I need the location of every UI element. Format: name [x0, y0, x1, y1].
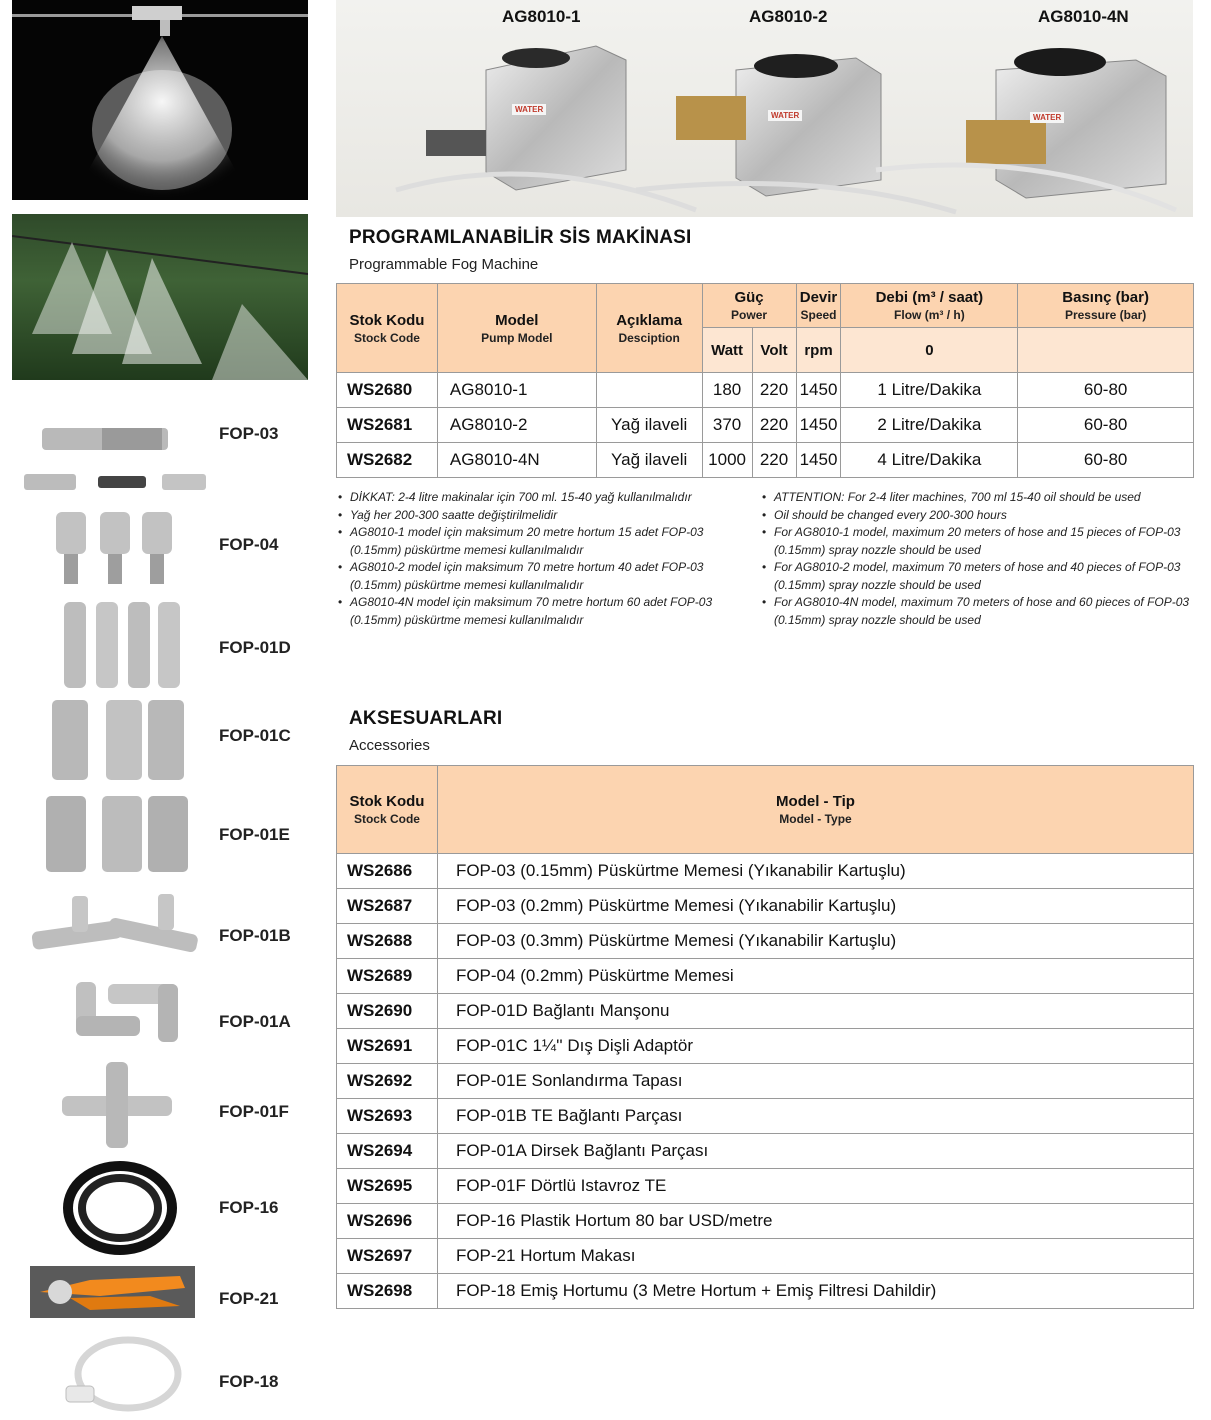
- stock-code-cell: WS2682: [337, 443, 438, 478]
- accessories-section-title: AKSESUARLARI: [349, 708, 503, 729]
- volt-cell: 220: [752, 408, 796, 443]
- rpm-cell: 1450: [796, 373, 841, 408]
- accessory-label: FOP-01B: [219, 926, 291, 945]
- fop-01f-photo: [12, 1060, 208, 1152]
- stock-code-cell: WS2695: [337, 1169, 438, 1204]
- pressure-cell: 60-80: [1018, 408, 1194, 443]
- col-stock-code: Stok Kodu Stock Code: [337, 284, 438, 373]
- accessory-label: FOP-21: [219, 1289, 279, 1308]
- accessory-label: FOP-04: [219, 535, 279, 554]
- model-type-cell: FOP-01E Sonlandırma Tapası: [437, 1064, 1193, 1099]
- col-model: Model Pump Model: [437, 284, 596, 373]
- table-row: [337, 1204, 1194, 1239]
- stock-code-cell: WS2686: [337, 854, 438, 889]
- model-type-cell: FOP-03 (0.3mm) Püskürtme Memesi (Yıkanabilir Kartuşlu): [437, 924, 1193, 959]
- fop-01e-photo: [12, 792, 208, 876]
- note-item: • ATTENTION: For 2-4 liter machines, 700 ml 15-40 oil should be used: [762, 489, 1192, 507]
- model-type-cell: FOP-01F Dörtlü Istavroz TE: [437, 1169, 1193, 1204]
- col-pressure: Basınç (bar) Pressure (bar): [1018, 284, 1194, 328]
- table-row: [337, 1239, 1194, 1274]
- col-speed: Devir Speed: [796, 284, 841, 328]
- note-item: • For AG8010-2 model, maximum 70 meters of hose and 40 pieces of FOP-03 (0.15mm) spray nozzle should be used: [762, 559, 1192, 594]
- col-flow: Debi (m³ / saat) Flow (m³ / h): [841, 284, 1018, 328]
- machines-illustration: [336, 0, 1193, 217]
- table-row: [337, 959, 1194, 994]
- stock-code-cell: WS2680: [337, 373, 438, 408]
- table-row: [337, 854, 1194, 889]
- stock-code-cell: WS2691: [337, 1029, 438, 1064]
- stock-code-cell: WS2687: [337, 889, 438, 924]
- fog-nozzle-photo: [12, 0, 308, 200]
- model-type-cell: FOP-01A Dirsek Bağlantı Parçası: [437, 1134, 1193, 1169]
- col-flow-unit: 0: [841, 328, 1018, 373]
- col-pressure-blank: [1018, 328, 1194, 373]
- notes-turkish: [338, 489, 748, 629]
- volt-cell: 220: [752, 373, 796, 408]
- accessory-label: FOP-18: [219, 1372, 279, 1391]
- note-item: • For AG8010-4N model, maximum 70 meters of hose and 60 pieces of FOP-03 (0.15mm) spray nozzle should be used: [762, 594, 1192, 629]
- accessory-label: FOP-01A: [219, 1012, 291, 1031]
- fop-01d-photo: [12, 600, 208, 690]
- table-row: [337, 994, 1194, 1029]
- col-power: Güç Power: [702, 284, 796, 328]
- model-title: AG8010-4N: [1038, 7, 1129, 26]
- stock-code-cell: WS2681: [337, 408, 438, 443]
- pressure-cell: 60-80: [1018, 373, 1194, 408]
- table-row: [337, 924, 1194, 959]
- stock-code-cell: WS2688: [337, 924, 438, 959]
- note-item: • AG8010-4N model için maksimum 70 metre hortum 60 adet FOP-03 (0.15mm) püskürtme memesi kullanılmalıdır: [338, 594, 748, 629]
- description-cell: [596, 373, 702, 408]
- col-description: Açıklama Desciption: [596, 284, 702, 373]
- volt-cell: 220: [752, 443, 796, 478]
- flow-cell: 1 Litre/Dakika: [841, 373, 1018, 408]
- table-row: [337, 443, 1194, 478]
- pressure-cell: 60-80: [1018, 443, 1194, 478]
- table-row: [337, 1064, 1194, 1099]
- fog-machines-photo: [336, 0, 1193, 217]
- accessories-section-subtitle: Accessories: [349, 737, 430, 754]
- accessory-label: FOP-01F: [219, 1102, 289, 1121]
- fop-21-photo: [30, 1266, 195, 1318]
- watt-cell: 370: [702, 408, 752, 443]
- model-title: AG8010-2: [749, 7, 828, 26]
- stock-code-cell: WS2697: [337, 1239, 438, 1274]
- fog-machine-table: [336, 283, 1194, 478]
- note-item: • For AG8010-1 model, maximum 20 meters of hose and 15 pieces of FOP-03 (0.15mm) spray nozzle should be used: [762, 524, 1192, 559]
- table-row: [337, 1099, 1194, 1134]
- model-title: AG8010-1: [502, 7, 581, 26]
- rpm-cell: 1450: [796, 443, 841, 478]
- fog-section-subtitle: Programmable Fog Machine: [349, 256, 539, 273]
- model-cell: AG8010-2: [437, 408, 596, 443]
- accessory-label: FOP-03: [219, 424, 279, 443]
- model-type-cell: FOP-01B TE Bağlantı Parçası: [437, 1099, 1193, 1134]
- notes-english: [762, 489, 1192, 629]
- note-item: • AG8010-2 model için maksimum 70 metre hortum 40 adet FOP-03 (0.15mm) püskürtme memesi kullanılmalıdır: [338, 559, 748, 594]
- col-watt: Watt: [702, 328, 752, 373]
- fop-18-photo: [12, 1330, 208, 1416]
- model-type-cell: FOP-04 (0.2mm) Püskürtme Memesi: [437, 959, 1193, 994]
- stock-code-cell: WS2698: [337, 1274, 438, 1309]
- fop-16-photo: [12, 1160, 208, 1256]
- model-type-cell: FOP-18 Emiş Hortumu (3 Metre Hortum + Emiş Filtresi Dahildir): [437, 1274, 1193, 1309]
- stock-code-cell: WS2693: [337, 1099, 438, 1134]
- table-row: [337, 889, 1194, 924]
- brand-badge: WATER: [512, 104, 546, 115]
- flow-cell: 2 Litre/Dakika: [841, 408, 1018, 443]
- watt-cell: 1000: [702, 443, 752, 478]
- col-model-type: Model - Tip Model - Type: [437, 766, 1193, 854]
- stock-code-cell: WS2694: [337, 1134, 438, 1169]
- note-item: • AG8010-1 model için maksimum 20 metre hortum 15 adet FOP-03 (0.15mm) püskürtme memesi kullanılmalıdır: [338, 524, 748, 559]
- model-type-cell: FOP-16 Plastik Hortum 80 bar USD/metre: [437, 1204, 1193, 1239]
- model-type-cell: FOP-03 (0.15mm) Püskürtme Memesi (Yıkanabilir Kartuşlu): [437, 854, 1193, 889]
- stock-code-cell: WS2689: [337, 959, 438, 994]
- note-item: • Oil should be changed every 200-300 hours: [762, 507, 1192, 525]
- outdoor-mist-photo: [12, 214, 308, 380]
- description-cell: Yağ ilaveli: [596, 408, 702, 443]
- col-stock-code: Stok Kodu Stock Code: [337, 766, 438, 854]
- fop-01a-photo: [12, 976, 208, 1056]
- accessories-table: [336, 765, 1194, 1309]
- note-item: • DİKKAT: 2-4 litre makinalar için 700 ml. 15-40 yağ kullanılmalıdır: [338, 489, 748, 507]
- accessory-label: FOP-01C: [219, 726, 291, 745]
- model-type-cell: FOP-21 Hortum Makası: [437, 1239, 1193, 1274]
- table-row: [337, 1134, 1194, 1169]
- table-row: [337, 373, 1194, 408]
- fop-03-photo: [12, 418, 208, 494]
- model-cell: AG8010-4N: [437, 443, 596, 478]
- table-row: [337, 1169, 1194, 1204]
- fop-01c-photo: [12, 696, 208, 786]
- flow-cell: 4 Litre/Dakika: [841, 443, 1018, 478]
- fog-section-title: PROGRAMLANABİLİR SİS MAKİNASI: [349, 227, 692, 248]
- model-type-cell: FOP-03 (0.2mm) Püskürtme Memesi (Yıkanabilir Kartuşlu): [437, 889, 1193, 924]
- stock-code-cell: WS2696: [337, 1204, 438, 1239]
- stock-code-cell: WS2690: [337, 994, 438, 1029]
- note-item: • Yağ her 200-300 saatte değiştirilmelidir: [338, 507, 748, 525]
- col-volt: Volt: [752, 328, 796, 373]
- description-cell: Yağ ilaveli: [596, 443, 702, 478]
- stock-code-cell: WS2692: [337, 1064, 438, 1099]
- model-cell: AG8010-1: [437, 373, 596, 408]
- table-row: [337, 408, 1194, 443]
- model-type-cell: FOP-01D Bağlantı Manşonu: [437, 994, 1193, 1029]
- brand-badge: WATER: [1030, 112, 1064, 123]
- fop-01b-photo: [12, 890, 208, 970]
- brand-badge: WATER: [768, 110, 802, 121]
- accessory-label: FOP-16: [219, 1198, 279, 1217]
- fop-04-photo: [12, 508, 208, 592]
- watt-cell: 180: [702, 373, 752, 408]
- col-rpm: rpm: [796, 328, 841, 373]
- accessory-label: FOP-01D: [219, 638, 291, 657]
- table-row: [337, 1274, 1194, 1309]
- rpm-cell: 1450: [796, 408, 841, 443]
- table-row: [337, 1029, 1194, 1064]
- accessory-label: FOP-01E: [219, 825, 290, 844]
- model-type-cell: FOP-01C 1¼'' Dış Dişli Adaptör: [437, 1029, 1193, 1064]
